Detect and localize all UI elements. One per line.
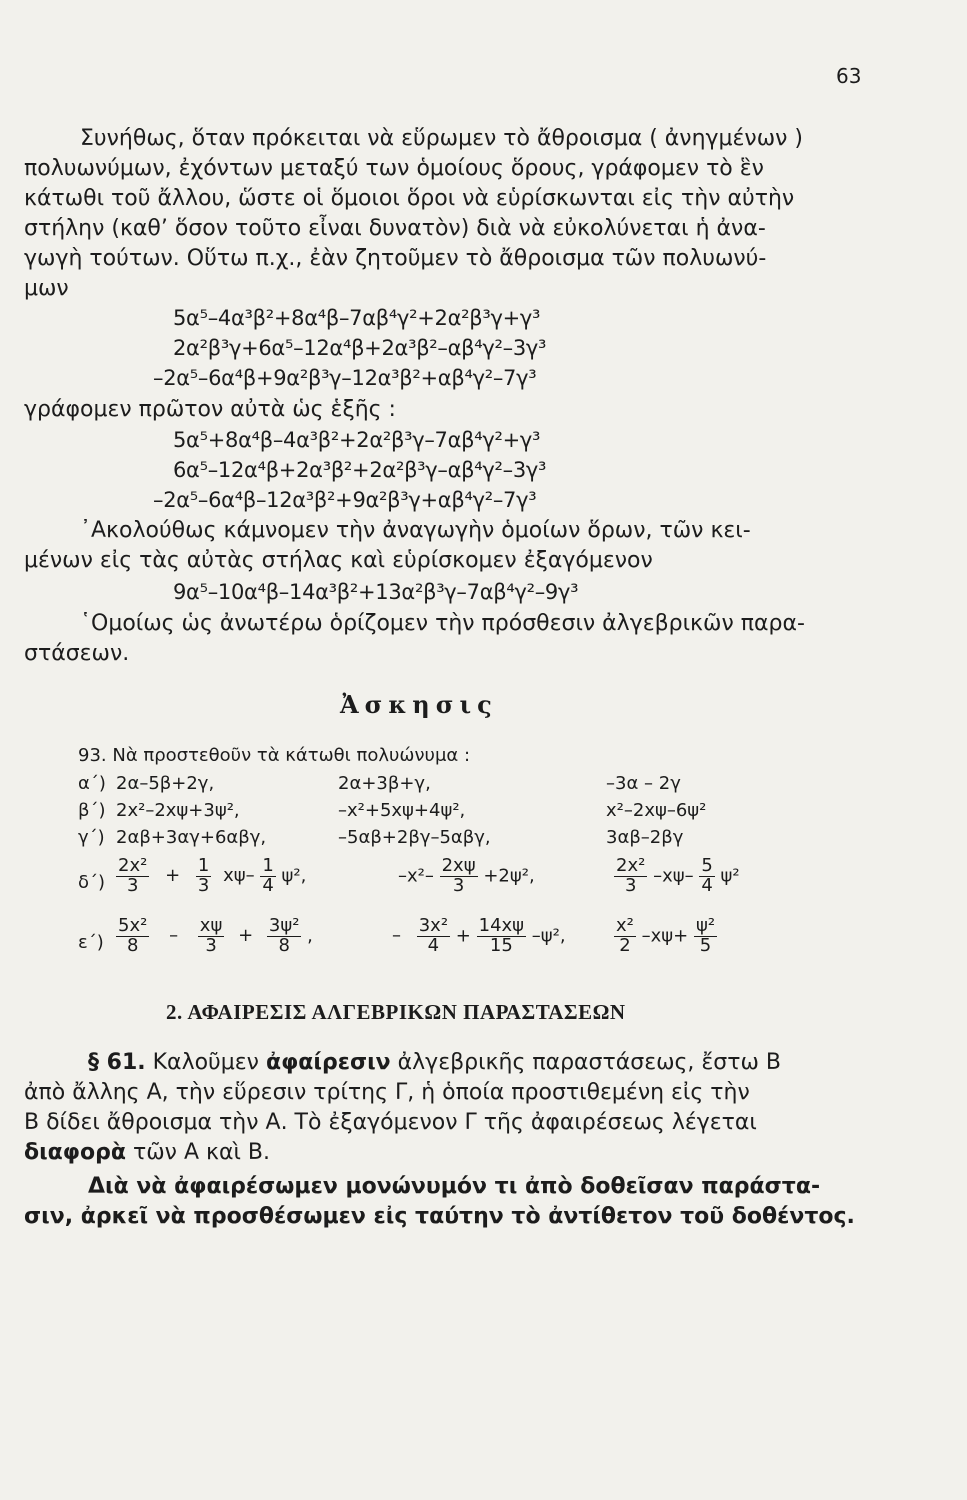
fraction: $\frac{1}{4}$: [262, 855, 274, 896]
intro-line: Συνήθως, ὅταν πρόκειται νὰ εὕρωμεν τὸ ἄθροισμα ( ἀνηγμένων ): [80, 126, 804, 151]
section-61-line: ἀπὸ ἄλλης Α, τὴν εὕρεσιν τρίτης Γ, ἡ ὁποία προστιθεμένη εἰς τὴν: [24, 1080, 750, 1105]
write-first-text: γράφομεν πρῶτον αὐτὰ ὡς ἑξῆς :: [24, 397, 396, 422]
exercise-epsilon-b: – $\frac{\text{3x²}}{4}$ + $\frac{14x\psi}{15}$ –ψ²,: [392, 915, 566, 956]
fraction: $\frac{x\psi}{3}$: [199, 915, 223, 956]
fraction: $\frac{\text{3ψ²}}{8}$: [268, 915, 300, 956]
exercise-term: –5αβ+2βγ–5αβγ,: [338, 827, 491, 848]
result-polynomial: 9α⁵–10α⁴β–14α³β²+13α²β³γ–7αβ⁴γ²–9γ³: [173, 580, 579, 604]
exercise-row-label: δ΄): [78, 872, 106, 893]
intro-line: στήλην (καθ’ ὅσον τοῦτο εἶναι δυνατὸν) διὰ νὰ εὐκολύνεται ἡ ἀνα-: [24, 216, 766, 241]
rule-line: Διὰ νὰ ἀφαιρέσωμεν μονώνυμόν τι ἀπὸ δοθεῖσαν παράστα-: [88, 1174, 821, 1199]
then-line: μένων εἰς τὰς αὐτὰς στήλας καὶ εὑρίσκομεν ἐξαγόμενον: [24, 548, 653, 573]
exercise-term: 2x²–2xψ+3ψ²,: [116, 800, 240, 821]
exercise-row-label: ε΄): [78, 932, 104, 953]
fraction: $\frac{\text{2x²}}{3}$: [616, 855, 646, 896]
exercise-term: 2αβ+3αγ+6αβγ,: [116, 827, 267, 848]
similarly-line: ῾Ομοίως ὡς ἀνωτέρω ὁρίζομεν τὴν πρόσθεσιν ἀλγεβρικῶν παρα-: [80, 611, 805, 636]
exercise-delta-a: $\frac{\text{2x²}}{3}$ + $\frac{1}{3}$ xψ– $\frac{1}{4}$ ψ²,: [118, 855, 307, 896]
fraction: $\frac{\text{5x²}}{8}$: [118, 915, 148, 956]
intro-line: κάτωθι τοῦ ἄλλου, ὥστε οἱ ὅμοιοι ὅροι νὰ εὑρίσκωνται εἰς τὴν αὐτὴν: [24, 186, 795, 211]
similarly-line: στάσεων.: [24, 641, 130, 666]
polynomial-arranged: 5α⁵+8α⁴β–4α³β²+2α²β³γ–7αβ⁴γ²+γ³: [173, 428, 541, 452]
exercise-term: 2α–5β+2γ,: [116, 773, 215, 794]
exercise-intro: 93. Νὰ προστεθοῦν τὰ κάτωθι πολυώνυμα :: [78, 745, 471, 766]
section-title: 2. ΑΦΑΙΡΕΣΙΣ ΑΛΓΕΒΡΙΚΩΝ ΠΑΡΑΣΤΑΣΕΩΝ: [166, 1000, 626, 1024]
fraction: $\frac{\text{2x²}}{3}$: [118, 855, 148, 896]
polynomial: 5α⁵–4α³β²+8α⁴β–7αβ⁴γ²+2α²β³γ+γ³: [173, 306, 541, 330]
polynomial: –2α⁵–6α⁴β+9α²β³γ–12α³β²+αβ⁴γ²–7γ³: [153, 366, 537, 390]
fraction: $\frac{\text{ψ²}}{5}$: [695, 915, 716, 956]
exercise-delta-b: –x²– $\frac{2x\psi}{3}$ +2ψ²,: [398, 855, 535, 896]
exercises-heading: Ἀσκησις: [340, 690, 498, 719]
fraction: $\frac{\text{x²}}{2}$: [616, 915, 634, 956]
exercise-epsilon-c: $\frac{\text{x²}}{2}$ –xψ+ $\frac{\text{ψ²}}{5}$: [616, 915, 716, 956]
fraction: $\frac{2x\psi}{3}$: [441, 855, 476, 896]
fraction: $\frac{5}{4}$: [701, 855, 713, 896]
intro-line: μων: [24, 276, 69, 301]
section-61-line: § 61. Καλοῦμεν ἀφαίρεσιν ἀλγεβρικῆς παραστάσεως, ἔστω Β: [88, 1050, 781, 1075]
fraction: $\frac{14x\psi}{15}$: [478, 915, 525, 956]
exercise-row-label: β΄): [78, 800, 106, 821]
exercise-row-label: γ΄): [78, 827, 105, 848]
exercise-term: 3αβ–2βγ: [606, 827, 684, 848]
exercise-delta-c: $\frac{\text{2x²}}{3}$ –xψ– $\frac{5}{4}$ ψ²: [616, 855, 740, 896]
exercise-term: –3α – 2γ: [606, 773, 681, 794]
fraction: $\frac{1}{3}$: [197, 855, 210, 896]
exercise-term: –x²+5xψ+4ψ²,: [338, 800, 466, 821]
section-61-line: διαφορὰ τῶν Α καὶ Β.: [24, 1140, 270, 1165]
exercise-epsilon-a: $\frac{\text{5x²}}{8}$ – $\frac{x\psi}{3}$ + $\frac{\text{3ψ²}}{8}$ ,: [118, 915, 313, 956]
rule-line: σιν, ἀρκεῖ νὰ προσθέσωμεν εἰς ταύτην τὸ ἀντίθετον τοῦ δοθέντος.: [24, 1204, 855, 1229]
section-61-line: Β δίδει ἄθροισμα τὴν Α. Τὸ ἐξαγόμενον Γ τῆς ἀφαιρέσεως λέγεται: [24, 1110, 757, 1135]
exercise-term: 2α+3β+γ,: [338, 773, 431, 794]
then-line: ᾿Ακολούθως κάμνομεν τὴν ἀναγωγὴν ὁμοίων ὅρων, τῶν κει-: [80, 518, 751, 543]
fraction: $\frac{\text{3x²}}{4}$: [418, 915, 449, 956]
page-number: 63: [836, 64, 862, 88]
exercise-row-label: α΄): [78, 773, 106, 794]
polynomial-arranged: 6α⁵–12α⁴β+2α³β²+2α²β³γ–αβ⁴γ²–3γ³: [173, 458, 547, 482]
exercise-term: x²–2xψ–6ψ²: [606, 800, 707, 821]
intro-line: γωγὴ τούτων. Οὕτω π.χ., ἐὰν ζητοῦμεν τὸ ἄθροισμα τῶν πολυωνύ-: [24, 246, 767, 271]
polynomial-arranged: –2α⁵–6α⁴β–12α³β²+9α²β³γ+αβ⁴γ²–7γ³: [153, 488, 537, 512]
polynomial: 2α²β³γ+6α⁵–12α⁴β+2α³β²–αβ⁴γ²–3γ³: [173, 336, 547, 360]
intro-line: πολυωνύμων, ἐχόντων μεταξύ των ὁμοίους ὅρους, γράφομεν τὸ ἓν: [24, 156, 764, 181]
